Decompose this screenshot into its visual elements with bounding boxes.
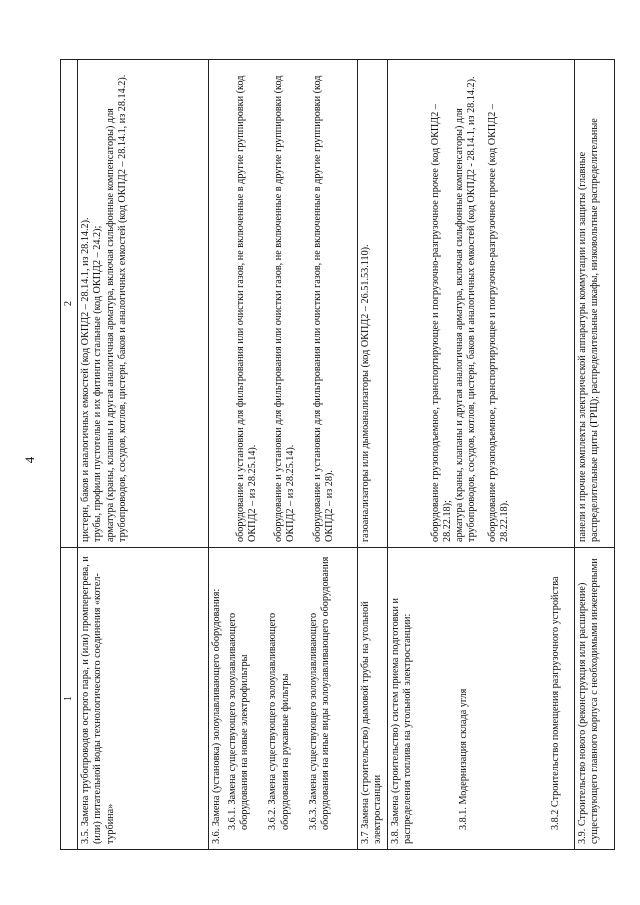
column-header-2: 2 <box>61 60 78 548</box>
okpd-entry: газоанализаторы или дымоанализаторы (код ОКПД2 – 26.51.53.110). <box>359 244 371 542</box>
item-3-5-text: 3.5. Замена трубопроводов острого пара, и (или) промперегрева, и (или) питательной воды технологического соединения «котел-турбина» <box>80 556 116 844</box>
row-3-9-right <box>574 60 614 548</box>
table-row <box>357 60 387 850</box>
item-3-8-2-text: 3.8.2 Строительство помещения разгрузочного устройства <box>550 576 562 830</box>
row-3-6-left <box>208 548 357 850</box>
row-3-8-left <box>387 548 574 850</box>
row-3-7-right <box>357 60 387 548</box>
row-3-7-left <box>357 548 387 850</box>
rotated-page-content <box>60 60 615 850</box>
okpd-entry: арматура (краны, клапаны и другая аналогичная арматура, включая сильфонные компенсаторы) для трубопроводов, сосудов, котлов, цистерн, баков и аналогичных емкостей (код ОКПД2 - 28.14.1, из 28.14.2). <box>454 76 478 542</box>
item-3-6-3-text: 3.6.3. Замена существующего золоулавливающего оборудования на иные виды золоулавливающего оборудования <box>307 556 332 830</box>
okpd-entry: трубы, профили пустотелые и их фитинги стальные (код ОКПД2 – 24.2); <box>92 225 104 542</box>
item-3-7-text: 3.7 Замена (строительство) дымовой трубы на угольной электростанции <box>359 601 383 844</box>
item-3-9-text: 3.9. Строительство нового (реконструкция или расширение) существующего главного корпуса с необходимыми инженерными <box>576 558 600 844</box>
row-3-5-right <box>78 60 209 548</box>
item-3-8-1-text: 3.8.1. Модернизация склада угля <box>458 688 470 830</box>
okpd-entry: арматура (краны, клапаны и другая аналогичная арматура, включая сильфонные компенсаторы) для трубопроводов, сосудов, котлов, цистерн, баков и аналогичных емкостей (код ОКПД2 – 28.14.1, из 28.14.2). <box>104 74 128 542</box>
okpd-entry: оборудование грузоподъемное, транспортирующее и погрузочно-разгрузочное прочее (код ОКПД2 – 28.22.18). <box>486 104 510 542</box>
okpd-entry: оборудование и установки для фильтрования или очистки газов, не включенные в другие группировки (код ОКПД2 – из 28.25.14). <box>234 75 259 542</box>
okpd-entry: оборудование и установки для фильтрования или очистки газов, не включенные в другие группировки (код ОКПД2 – из 28). <box>311 75 335 542</box>
table-header-row <box>61 60 78 850</box>
row-3-5-left <box>78 548 209 850</box>
okpd-entry: оборудование грузоподъемное, транспортирующее и погрузочно-разгрузочное прочее (код ОКПД2 – 28.22.18); <box>429 104 453 542</box>
table-row <box>387 60 574 850</box>
okpd-entry: панели и прочие комплекты электрической аппаратуры коммутации или защиты (главные распределительные щиты (ГРЩ); распределительные шкафы, низковольтные распределительные <box>576 118 600 542</box>
equipment-table <box>60 59 615 850</box>
row-3-6-right <box>208 60 357 548</box>
item-3-6-2-text: 3.6.2. Замена существующего золоулавливающего оборудования на рукавные фильтры <box>267 612 291 830</box>
item-3-6-text: 3.6. Замена (установка) золоулавливающего оборудования: <box>210 588 222 844</box>
item-3-6-1-text: 3.6.1. Замена существующего золоулавливающего оборудования на новые электрофильтры <box>227 612 251 830</box>
column-header-1: 1 <box>61 548 78 850</box>
item-3-8-text: 3.8. Замена (строительство) систем приема подготовки и распределения топлива на угольной электростанции: <box>389 598 413 844</box>
page-number: 4 <box>22 456 37 464</box>
row-3-8-right <box>387 60 574 548</box>
okpd-entry: оборудование и установки для фильтрования или очистки газов, не включенные в другие группировки (код ОКПД2 – из 28.25.14). <box>273 75 297 542</box>
table-row <box>574 60 614 850</box>
table-row <box>208 60 357 850</box>
row-3-9-left <box>574 548 614 850</box>
okpd-entry: цистерн, баков и аналогичных емкостей (код ОКПД2 – 28.14.1, из 28.14.2). <box>80 217 92 542</box>
table-row <box>78 60 209 850</box>
